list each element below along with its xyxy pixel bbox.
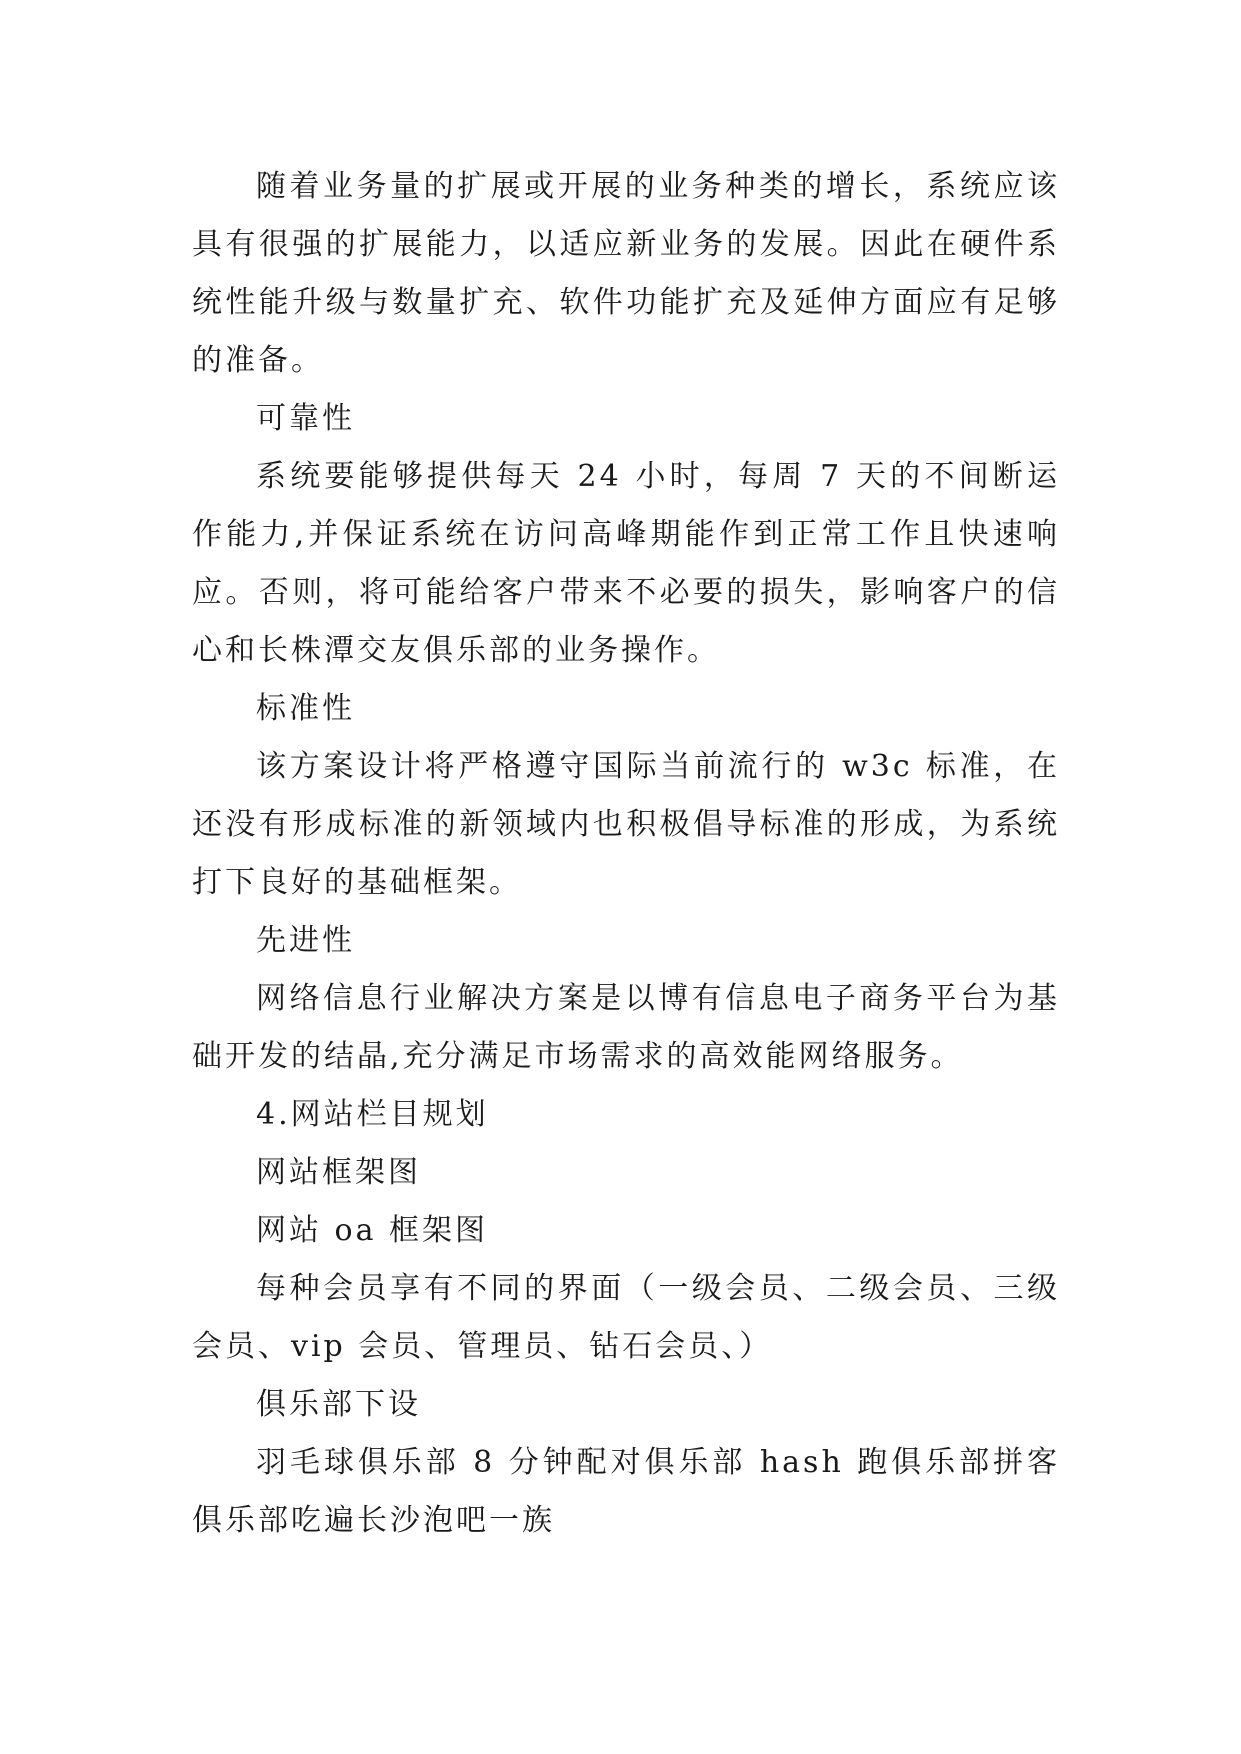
paragraph-standards: 该方案设计将严格遵守国际当前流行的 w3c 标准，在还没有形成标准的新领域内也积极倡导标准的形成，为系统打下良好的基础框架。 — [192, 749, 1060, 900]
item-site-framework: 网站框架图 — [256, 1155, 421, 1190]
heading-site-sections: 4.网站栏目规划 — [256, 1097, 489, 1132]
heading-reliability: 可靠性 — [256, 401, 355, 436]
paragraph-advanced: 网络信息行业解决方案是以博有信息电子商务平台为基础开发的结晶,充分满足市场需求的高效能网络服务。 — [192, 981, 1060, 1074]
heading-advanced: 先进性 — [256, 923, 355, 958]
item-oa-framework: 网站 oa 框架图 — [256, 1213, 489, 1248]
paragraph-club-list: 羽毛球俱乐部 8 分钟配对俱乐部 hash 跑俱乐部拼客俱乐部吃遍长沙泡吧一族 — [192, 1445, 1060, 1538]
paragraph-reliability: 系统要能够提供每天 24 小时，每周 7 天的不间断运作能力,并保证系统在访问高峰期能作到正常工作且快速响应。否则，将可能给客户带来不必要的损失，影响客户的信心和长株潭交友俱乐部的业务操作。 — [192, 459, 1060, 668]
heading-club-subdivisions: 俱乐部下设 — [256, 1387, 421, 1422]
heading-standards: 标准性 — [256, 691, 355, 726]
paragraph-member-interfaces: 每种会员享有不同的界面（一级会员、二级会员、三级会员、vip 会员、管理员、钻石会员、） — [192, 1271, 1060, 1364]
paragraph-scalability: 随着业务量的扩展或开展的业务种类的增长，系统应该具有很强的扩展能力，以适应新业务的发展。因此在硬件系统性能升级与数量扩充、软件功能扩充及延伸方面应有足够的准备。 — [192, 169, 1060, 378]
document-body — [192, 158, 1060, 1550]
